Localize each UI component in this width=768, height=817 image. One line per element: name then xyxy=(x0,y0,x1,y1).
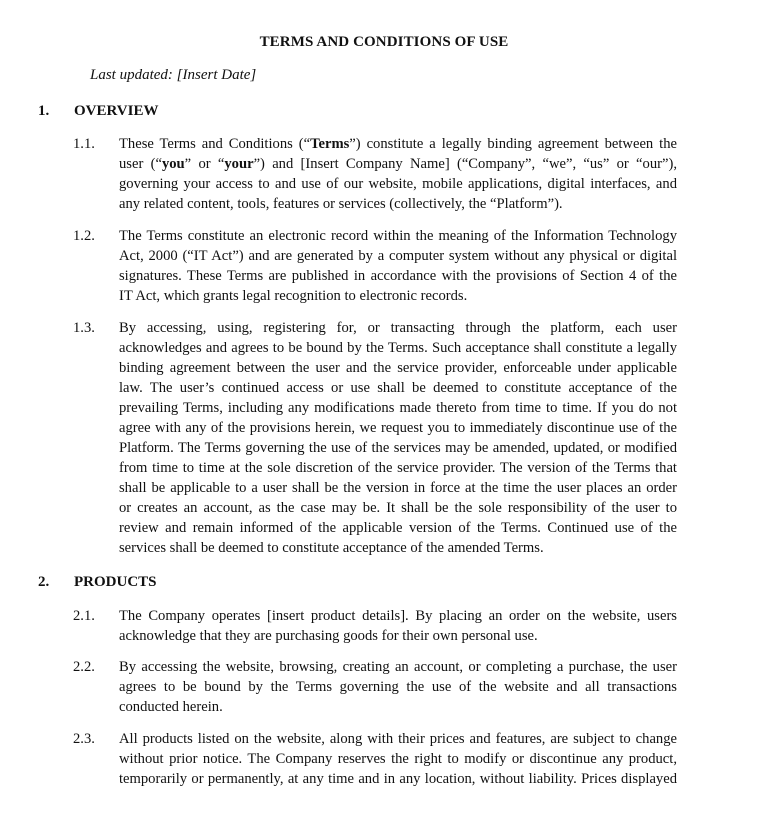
clause-line: temporarily or permanently, at any time and in any location, without liability. Prices displayed xyxy=(119,771,677,787)
clause-number: 1.3. xyxy=(73,320,95,336)
clause-line: services shall be deemed to constitute acceptance of the amended Terms. xyxy=(119,540,544,556)
clause-line: conducted herein. xyxy=(119,699,223,715)
clause-number: 2.1. xyxy=(73,608,95,624)
clause-line: Act, 2000 (“IT Act”) and are generated by a computer system without any physical or digital xyxy=(119,248,677,264)
clause-number: 1.1. xyxy=(73,136,95,152)
clause-line: law. The user’s continued access or use shall be deemed to constitute acceptance of the xyxy=(119,380,677,396)
clause-line: from time to time at the sole discretion of the service provider. The version of the Terms that xyxy=(119,460,677,476)
clause-line: governing your access to and use of our website, mobile applications, digital interfaces, and xyxy=(119,176,677,192)
clause-line: The Company operates [insert product details]. By placing an order on the website, users xyxy=(119,608,677,624)
clause-number: 2.2. xyxy=(73,659,95,675)
clause-line: All products listed on the website, along with their prices and features, are subject to change xyxy=(119,731,677,747)
clause-text xyxy=(119,226,677,306)
section-title: PRODUCTS xyxy=(74,574,157,590)
clause-text xyxy=(119,657,677,717)
last-updated-date: Last updated: [Insert Date] xyxy=(90,67,257,83)
clause-line: without prior notice. The Company reserves the right to modify or discontinue any product, xyxy=(119,751,677,767)
clause-line: Platform. The Terms governing the use of the services may be amended, updated, or modified xyxy=(119,440,677,456)
clause-line: user (“you” or “your”) and [Insert Company Name] (“Company”, “we”, “us” or “our”), xyxy=(119,156,677,172)
section-number: 1. xyxy=(38,103,50,119)
clause-line: acknowledges and agrees to be bound by the Terms. Such acceptance shall constitute a legally xyxy=(119,340,677,356)
clause-line: review and remain informed of the applicable version of the Terms. Continued use of the xyxy=(119,520,677,536)
clause-text xyxy=(119,606,677,646)
clause-line: agree with any of the provisions herein, we request you to immediately discontinue use of the xyxy=(119,420,677,436)
clause-line: prevailing Terms, including any modifications made thereto from time to time. If you do not xyxy=(119,400,677,416)
clause-line: These Terms and Conditions (“Terms”) constitute a legally binding agreement between the xyxy=(119,136,677,152)
clause-text xyxy=(119,318,677,558)
clause-line: IT Act, which grants legal recognition to electronic records. xyxy=(119,288,468,304)
clause-line: acknowledge that they are purchasing goods for their own personal use. xyxy=(119,628,538,644)
clause-text xyxy=(119,134,677,214)
clause-line: agrees to be bound by the Terms governing the use of the website and all transactions xyxy=(119,679,677,695)
clause-number: 2.3. xyxy=(73,731,95,747)
section-number: 2. xyxy=(38,574,50,590)
clause-number: 1.2. xyxy=(73,228,95,244)
section-title: OVERVIEW xyxy=(74,103,159,119)
clause-line: or creates an account, as the case may be. It shall be the sole responsibility of the user to xyxy=(119,500,677,516)
clause-line: shall be applicable to a user shall be the version in force at the time the user places an order xyxy=(119,480,677,496)
document-title: TERMS AND CONDITIONS OF USE xyxy=(259,34,509,50)
clause-text xyxy=(119,729,677,789)
clause-line: The Terms constitute an electronic record within the meaning of the Information Technology xyxy=(119,228,677,244)
clause-line: any related content, tools, features or services (collectively, the “Platform”). xyxy=(119,196,563,212)
clause-line: signatures. These Terms are published in accordance with the provisions of Section 4 of the xyxy=(119,268,677,284)
clause-line: By accessing, using, registering for, or transacting through the platform, each user xyxy=(119,320,677,336)
clause-line: By accessing the website, browsing, creating an account, or completing a purchase, the user xyxy=(119,659,677,675)
clause-line: binding agreement between the user and the service provider, enforceable under applicable xyxy=(119,360,677,376)
